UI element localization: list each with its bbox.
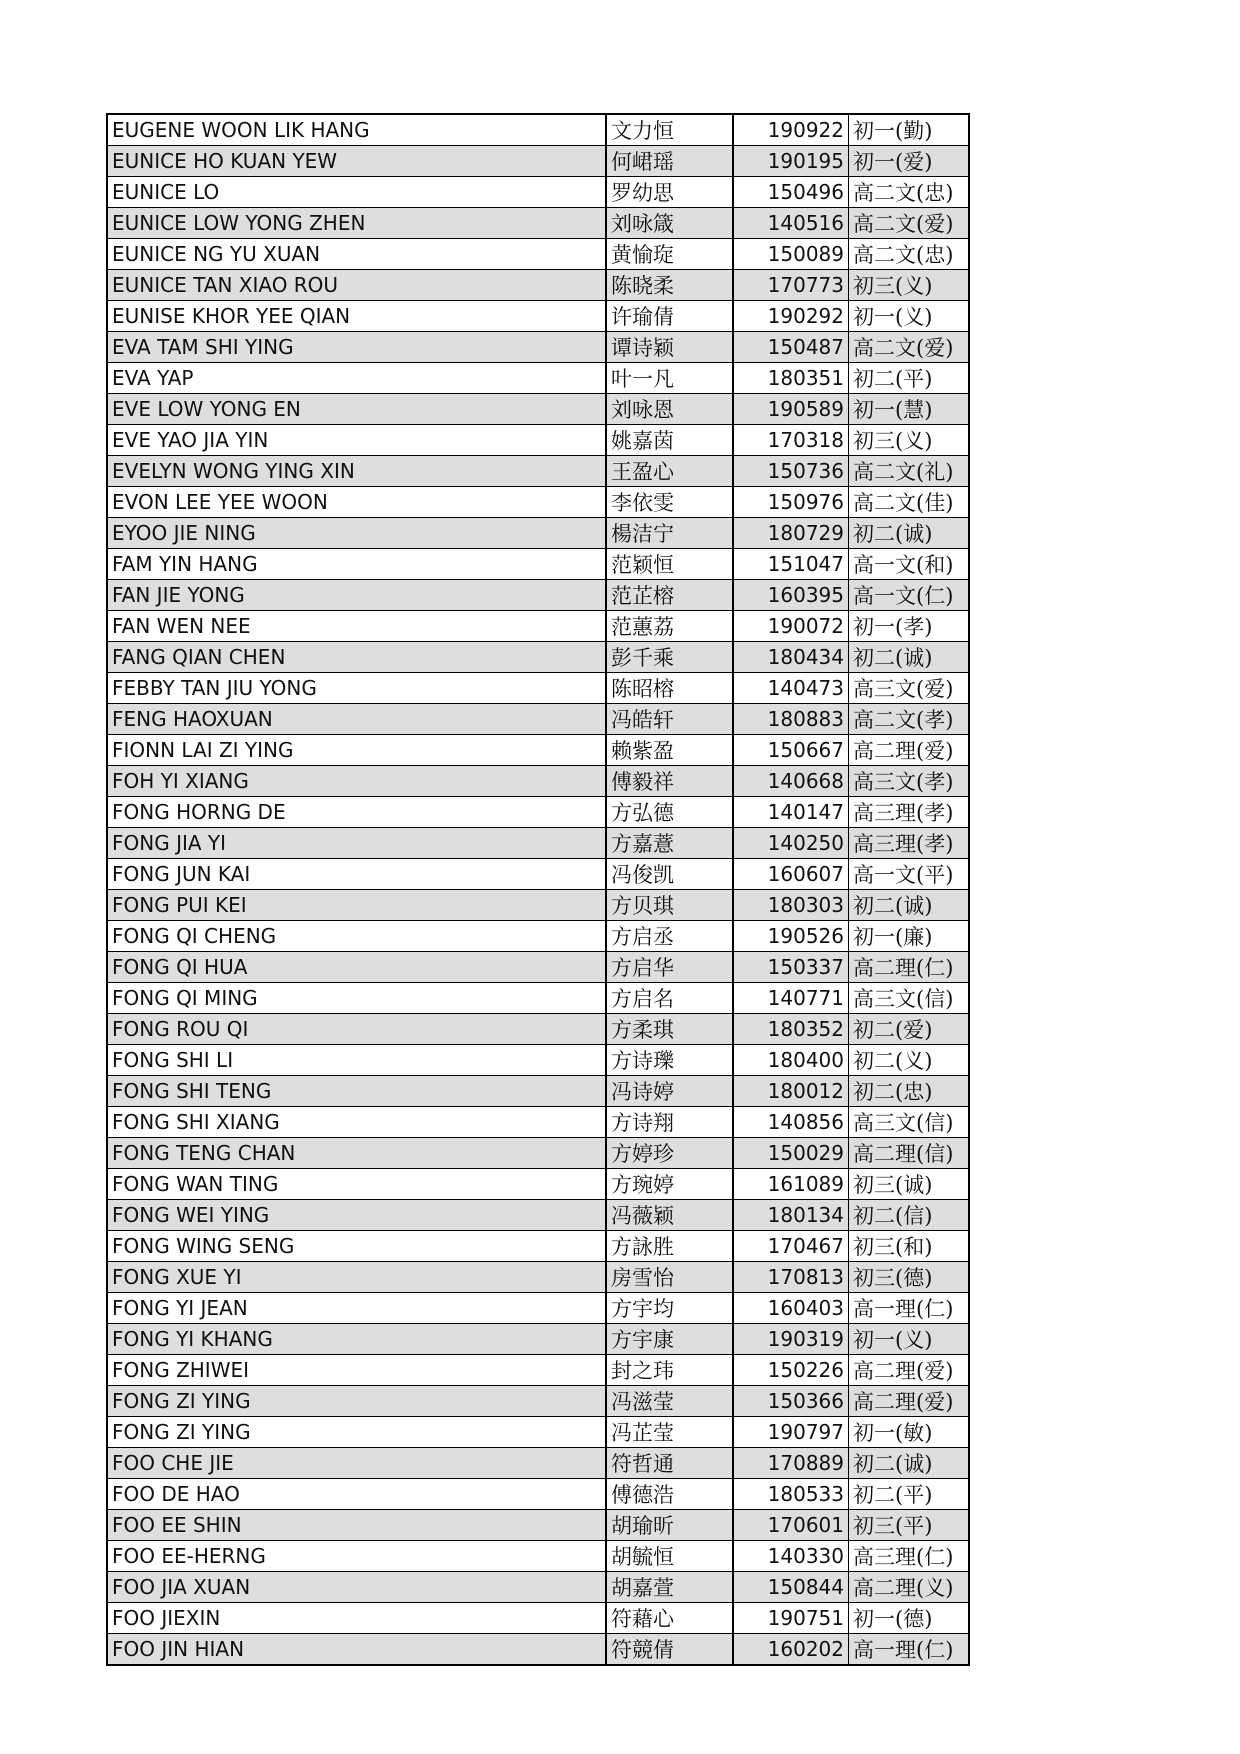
student-id-cell: 170813: [733, 1262, 849, 1293]
english-name-cell: FONG WEI YING: [107, 1200, 606, 1231]
table-row: [107, 890, 969, 921]
student-id-cell: 150487: [733, 332, 849, 363]
class-cell: 高二理(信): [849, 1138, 970, 1169]
student-id-cell: 190195: [733, 146, 849, 177]
english-name-cell: EVA YAP: [107, 363, 606, 394]
table-row: [107, 549, 969, 580]
class-cell: 初二(诚): [849, 1448, 970, 1479]
class-cell: 初一(义): [849, 301, 970, 332]
chinese-name-cell: 谭诗颖: [606, 332, 733, 363]
english-name-cell: EVE LOW YONG EN: [107, 394, 606, 425]
student-id-cell: 170467: [733, 1231, 849, 1262]
student-id-cell: 150667: [733, 735, 849, 766]
student-id-cell: 190319: [733, 1324, 849, 1355]
student-id-cell: 140250: [733, 828, 849, 859]
english-name-cell: FEBBY TAN JIU YONG: [107, 673, 606, 704]
table-row: [107, 1479, 969, 1510]
english-name-cell: FONG HORNG DE: [107, 797, 606, 828]
table-row: [107, 363, 969, 394]
class-cell: 高三文(信): [849, 1107, 970, 1138]
chinese-name-cell: 符藉心: [606, 1603, 733, 1634]
student-id-cell: 190072: [733, 611, 849, 642]
chinese-name-cell: 何峮瑶: [606, 146, 733, 177]
student-id-cell: 190589: [733, 394, 849, 425]
english-name-cell: EYOO JIE NING: [107, 518, 606, 549]
table-row: [107, 1262, 969, 1293]
english-name-cell: FONG QI CHENG: [107, 921, 606, 952]
chinese-name-cell: 胡毓恒: [606, 1541, 733, 1572]
class-cell: 高二理(爱): [849, 735, 970, 766]
chinese-name-cell: 方婷珍: [606, 1138, 733, 1169]
class-cell: 高一理(仁): [849, 1293, 970, 1324]
chinese-name-cell: 冯皓轩: [606, 704, 733, 735]
student-id-cell: 190292: [733, 301, 849, 332]
class-cell: 初一(孝): [849, 611, 970, 642]
student-id-cell: 180400: [733, 1045, 849, 1076]
english-name-cell: FONG SHI TENG: [107, 1076, 606, 1107]
student-id-cell: 140147: [733, 797, 849, 828]
class-cell: 高二文(爱): [849, 332, 970, 363]
student-id-cell: 150366: [733, 1386, 849, 1417]
chinese-name-cell: 方宇康: [606, 1324, 733, 1355]
student-id-cell: 140668: [733, 766, 849, 797]
english-name-cell: EUGENE WOON LIK HANG: [107, 114, 606, 146]
table-row: [107, 1386, 969, 1417]
student-id-cell: 140330: [733, 1541, 849, 1572]
chinese-name-cell: 冯诗婷: [606, 1076, 733, 1107]
class-cell: 高二文(忠): [849, 177, 970, 208]
chinese-name-cell: 方弘德: [606, 797, 733, 828]
student-id-cell: 190797: [733, 1417, 849, 1448]
class-cell: 初三(义): [849, 270, 970, 301]
table-row: [107, 983, 969, 1014]
student-id-cell: 180434: [733, 642, 849, 673]
table-row: [107, 642, 969, 673]
student-id-cell: 150496: [733, 177, 849, 208]
class-cell: 初三(诚): [849, 1169, 970, 1200]
english-name-cell: FONG SHI XIANG: [107, 1107, 606, 1138]
class-cell: 高三理(孝): [849, 797, 970, 828]
student-id-cell: 180351: [733, 363, 849, 394]
english-name-cell: EVA TAM SHI YING: [107, 332, 606, 363]
english-name-cell: FIONN LAI ZI YING: [107, 735, 606, 766]
chinese-name-cell: 王盈心: [606, 456, 733, 487]
english-name-cell: FAN JIE YONG: [107, 580, 606, 611]
chinese-name-cell: 方启丞: [606, 921, 733, 952]
chinese-name-cell: 方柔琪: [606, 1014, 733, 1045]
english-name-cell: FONG QI HUA: [107, 952, 606, 983]
chinese-name-cell: 胡瑜昕: [606, 1510, 733, 1541]
table-row: [107, 1076, 969, 1107]
chinese-name-cell: 姚嘉茵: [606, 425, 733, 456]
english-name-cell: FONG WING SENG: [107, 1231, 606, 1262]
student-id-cell: 180352: [733, 1014, 849, 1045]
table-row: [107, 1634, 969, 1666]
student-id-cell: 180012: [733, 1076, 849, 1107]
table-row: [107, 1448, 969, 1479]
english-name-cell: EUNISE KHOR YEE QIAN: [107, 301, 606, 332]
table-row: [107, 1417, 969, 1448]
student-id-cell: 140473: [733, 673, 849, 704]
table-row: [107, 332, 969, 363]
table-row: [107, 704, 969, 735]
student-id-cell: 160403: [733, 1293, 849, 1324]
table-row: [107, 952, 969, 983]
student-id-cell: 190526: [733, 921, 849, 952]
table-row: [107, 177, 969, 208]
student-id-cell: 140516: [733, 208, 849, 239]
class-cell: 高三理(仁): [849, 1541, 970, 1572]
class-cell: 初二(平): [849, 363, 970, 394]
chinese-name-cell: 方贝琪: [606, 890, 733, 921]
chinese-name-cell: 方诗翔: [606, 1107, 733, 1138]
class-cell: 初一(爱): [849, 146, 970, 177]
student-id-cell: 170889: [733, 1448, 849, 1479]
class-cell: 高二文(忠): [849, 239, 970, 270]
student-id-cell: 161089: [733, 1169, 849, 1200]
student-id-cell: 180729: [733, 518, 849, 549]
class-cell: 高一理(仁): [849, 1634, 970, 1666]
class-cell: 初一(义): [849, 1324, 970, 1355]
chinese-name-cell: 范蕙荔: [606, 611, 733, 642]
class-cell: 初二(忠): [849, 1076, 970, 1107]
table-row: [107, 1138, 969, 1169]
student-id-cell: 150844: [733, 1572, 849, 1603]
table-row: [107, 797, 969, 828]
student-id-cell: 180134: [733, 1200, 849, 1231]
table-row: [107, 921, 969, 952]
student-id-cell: 150736: [733, 456, 849, 487]
english-name-cell: FOO JIA XUAN: [107, 1572, 606, 1603]
chinese-name-cell: 陈昭榕: [606, 673, 733, 704]
table-row: [107, 1169, 969, 1200]
student-id-cell: 170601: [733, 1510, 849, 1541]
english-name-cell: FENG HAOXUAN: [107, 704, 606, 735]
class-cell: 高三文(孝): [849, 766, 970, 797]
student-id-cell: 150029: [733, 1138, 849, 1169]
class-cell: 高二理(爱): [849, 1386, 970, 1417]
chinese-name-cell: 封之玮: [606, 1355, 733, 1386]
english-name-cell: FOO EE-HERNG: [107, 1541, 606, 1572]
class-cell: 高二理(爱): [849, 1355, 970, 1386]
chinese-name-cell: 罗幼思: [606, 177, 733, 208]
chinese-name-cell: 文力恒: [606, 114, 733, 146]
chinese-name-cell: 符哲通: [606, 1448, 733, 1479]
table-row: [107, 1293, 969, 1324]
student-id-cell: 150337: [733, 952, 849, 983]
chinese-name-cell: 李依雯: [606, 487, 733, 518]
table-row: [107, 518, 969, 549]
english-name-cell: FONG YI KHANG: [107, 1324, 606, 1355]
table-row: [107, 239, 969, 270]
chinese-name-cell: 方启名: [606, 983, 733, 1014]
english-name-cell: FONG WAN TING: [107, 1169, 606, 1200]
chinese-name-cell: 傅德浩: [606, 1479, 733, 1510]
chinese-name-cell: 傅毅祥: [606, 766, 733, 797]
english-name-cell: FONG JUN KAI: [107, 859, 606, 890]
table-row: [107, 673, 969, 704]
table-row: [107, 301, 969, 332]
english-name-cell: FONG PUI KEI: [107, 890, 606, 921]
chinese-name-cell: 赖紫盈: [606, 735, 733, 766]
student-id-cell: 180883: [733, 704, 849, 735]
english-name-cell: FONG YI JEAN: [107, 1293, 606, 1324]
table-row: [107, 1355, 969, 1386]
chinese-name-cell: 黄愉琁: [606, 239, 733, 270]
class-cell: 高一文(仁): [849, 580, 970, 611]
english-name-cell: FAM YIN HANG: [107, 549, 606, 580]
chinese-name-cell: 楊洁宁: [606, 518, 733, 549]
english-name-cell: FONG ZHIWEI: [107, 1355, 606, 1386]
table-row: [107, 114, 969, 146]
english-name-cell: FONG QI MING: [107, 983, 606, 1014]
english-name-cell: EVELYN WONG YING XIN: [107, 456, 606, 487]
class-cell: 初二(诚): [849, 890, 970, 921]
table-row: [107, 1014, 969, 1045]
english-name-cell: EUNICE HO KUAN YEW: [107, 146, 606, 177]
class-cell: 初三(义): [849, 425, 970, 456]
class-cell: 高一文(平): [849, 859, 970, 890]
class-cell: 初二(诚): [849, 518, 970, 549]
table-row: [107, 1510, 969, 1541]
class-cell: 高三文(信): [849, 983, 970, 1014]
class-cell: 高三文(爱): [849, 673, 970, 704]
class-cell: 初二(平): [849, 1479, 970, 1510]
class-cell: 初一(德): [849, 1603, 970, 1634]
table-row: [107, 766, 969, 797]
chinese-name-cell: 方启华: [606, 952, 733, 983]
chinese-name-cell: 房雪怡: [606, 1262, 733, 1293]
student-id-cell: 140771: [733, 983, 849, 1014]
english-name-cell: FONG SHI LI: [107, 1045, 606, 1076]
table-row: [107, 487, 969, 518]
student-id-cell: 160202: [733, 1634, 849, 1666]
table-row: [107, 1603, 969, 1634]
table-row: [107, 611, 969, 642]
english-name-cell: EUNICE LOW YONG ZHEN: [107, 208, 606, 239]
english-name-cell: FOO CHE JIE: [107, 1448, 606, 1479]
class-cell: 高二文(佳): [849, 487, 970, 518]
english-name-cell: FOO EE SHIN: [107, 1510, 606, 1541]
english-name-cell: EVON LEE YEE WOON: [107, 487, 606, 518]
student-id-cell: 180533: [733, 1479, 849, 1510]
english-name-cell: FANG QIAN CHEN: [107, 642, 606, 673]
class-cell: 高二文(孝): [849, 704, 970, 735]
chinese-name-cell: 方嘉薏: [606, 828, 733, 859]
student-id-cell: 190922: [733, 114, 849, 146]
english-name-cell: FONG XUE YI: [107, 1262, 606, 1293]
student-id-cell: 150089: [733, 239, 849, 270]
student-id-cell: 150976: [733, 487, 849, 518]
chinese-name-cell: 冯芷莹: [606, 1417, 733, 1448]
student-id-cell: 170773: [733, 270, 849, 301]
class-cell: 高二文(礼): [849, 456, 970, 487]
student-id-cell: 160395: [733, 580, 849, 611]
table-row: [107, 456, 969, 487]
table-row: [107, 208, 969, 239]
english-name-cell: EUNICE LO: [107, 177, 606, 208]
english-name-cell: EUNICE TAN XIAO ROU: [107, 270, 606, 301]
english-name-cell: FONG ROU QI: [107, 1014, 606, 1045]
table-row: [107, 1200, 969, 1231]
table-row: [107, 394, 969, 425]
student-id-cell: 151047: [733, 549, 849, 580]
table-row: [107, 270, 969, 301]
chinese-name-cell: 范芷榕: [606, 580, 733, 611]
chinese-name-cell: 彭千乘: [606, 642, 733, 673]
student-id-cell: 140856: [733, 1107, 849, 1138]
student-list-table: [106, 113, 970, 1666]
chinese-name-cell: 叶一凡: [606, 363, 733, 394]
english-name-cell: FOO DE HAO: [107, 1479, 606, 1510]
class-cell: 初一(慧): [849, 394, 970, 425]
chinese-name-cell: 方宇均: [606, 1293, 733, 1324]
class-cell: 高三理(孝): [849, 828, 970, 859]
table-row: [107, 1231, 969, 1262]
english-name-cell: FONG ZI YING: [107, 1417, 606, 1448]
chinese-name-cell: 胡嘉萱: [606, 1572, 733, 1603]
class-cell: 高二理(义): [849, 1572, 970, 1603]
chinese-name-cell: 冯俊凯: [606, 859, 733, 890]
class-cell: 初一(廉): [849, 921, 970, 952]
class-cell: 初一(敏): [849, 1417, 970, 1448]
table-row: [107, 828, 969, 859]
class-cell: 初二(爱): [849, 1014, 970, 1045]
class-cell: 初三(和): [849, 1231, 970, 1262]
chinese-name-cell: 刘咏恩: [606, 394, 733, 425]
table-row: [107, 146, 969, 177]
student-rows: [107, 114, 969, 1665]
table-row: [107, 1541, 969, 1572]
chinese-name-cell: 陈晓柔: [606, 270, 733, 301]
student-id-cell: 160607: [733, 859, 849, 890]
chinese-name-cell: 许瑜倩: [606, 301, 733, 332]
student-id-cell: 180303: [733, 890, 849, 921]
chinese-name-cell: 范颖恒: [606, 549, 733, 580]
class-cell: 初三(德): [849, 1262, 970, 1293]
chinese-name-cell: 方詠胜: [606, 1231, 733, 1262]
student-id-cell: 190751: [733, 1603, 849, 1634]
chinese-name-cell: 符競倩: [606, 1634, 733, 1666]
english-name-cell: FAN WEN NEE: [107, 611, 606, 642]
class-cell: 初二(诚): [849, 642, 970, 673]
chinese-name-cell: 冯薇颖: [606, 1200, 733, 1231]
english-name-cell: EVE YAO JIA YIN: [107, 425, 606, 456]
english-name-cell: FONG JIA YI: [107, 828, 606, 859]
class-cell: 高一文(和): [849, 549, 970, 580]
table-row: [107, 580, 969, 611]
table-row: [107, 1324, 969, 1355]
chinese-name-cell: 方诗瓅: [606, 1045, 733, 1076]
chinese-name-cell: 方琬婷: [606, 1169, 733, 1200]
table-row: [107, 735, 969, 766]
chinese-name-cell: 冯滋莹: [606, 1386, 733, 1417]
class-cell: 初一(勤): [849, 114, 970, 146]
table-row: [107, 1045, 969, 1076]
student-id-cell: 170318: [733, 425, 849, 456]
class-cell: 初二(信): [849, 1200, 970, 1231]
table-row: [107, 1107, 969, 1138]
student-id-cell: 150226: [733, 1355, 849, 1386]
english-name-cell: EUNICE NG YU XUAN: [107, 239, 606, 270]
english-name-cell: FOH YI XIANG: [107, 766, 606, 797]
chinese-name-cell: 刘咏箴: [606, 208, 733, 239]
table-row: [107, 425, 969, 456]
table-row: [107, 859, 969, 890]
english-name-cell: FONG TENG CHAN: [107, 1138, 606, 1169]
class-cell: 初二(义): [849, 1045, 970, 1076]
class-cell: 初三(平): [849, 1510, 970, 1541]
english-name-cell: FONG ZI YING: [107, 1386, 606, 1417]
english-name-cell: FOO JIN HIAN: [107, 1634, 606, 1666]
class-cell: 高二文(爱): [849, 208, 970, 239]
english-name-cell: FOO JIEXIN: [107, 1603, 606, 1634]
class-cell: 高二理(仁): [849, 952, 970, 983]
table-row: [107, 1572, 969, 1603]
